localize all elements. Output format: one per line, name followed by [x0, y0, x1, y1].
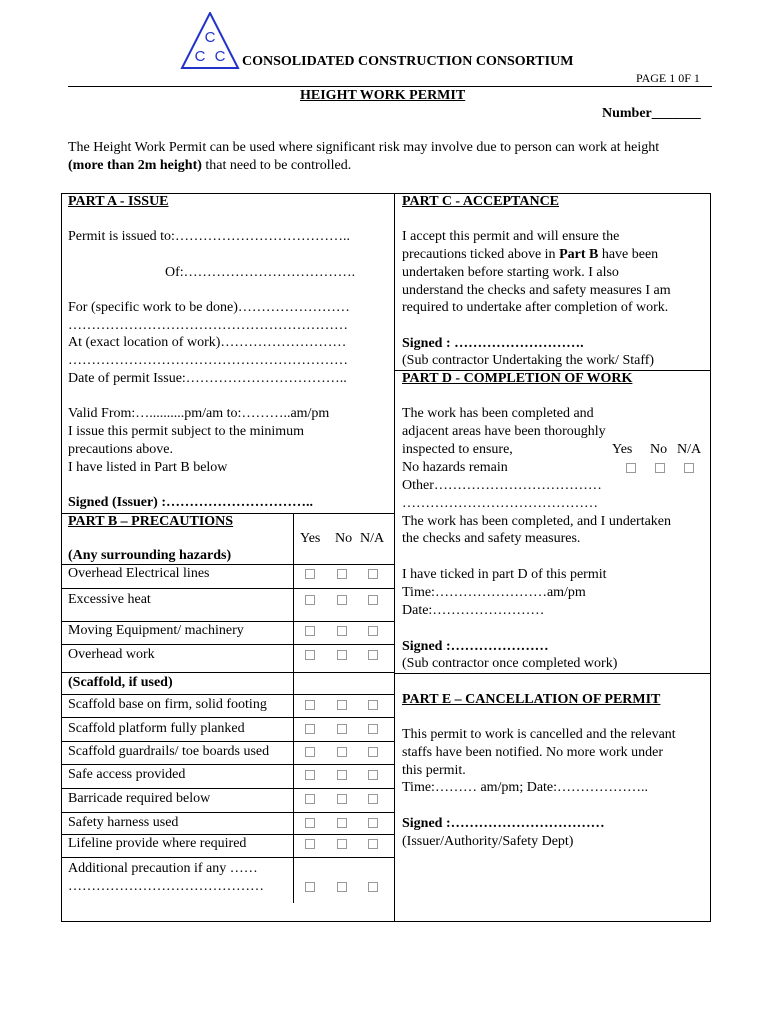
completion-line-4: The work has been completed, and I undertaken — [402, 514, 672, 529]
part-d-col-no: No — [650, 442, 668, 457]
row-rule — [61, 717, 395, 718]
na-checkbox[interactable] — [368, 626, 378, 636]
row-rule — [61, 672, 395, 673]
na-checkbox[interactable] — [368, 700, 378, 710]
no-checkbox[interactable] — [337, 595, 347, 605]
no-checkbox[interactable] — [337, 770, 347, 780]
cancellation-line-3: this permit. — [402, 763, 466, 778]
part-e-top-rule — [394, 673, 711, 674]
part-b-heading: PART B – PRECAUTIONS — [68, 514, 234, 529]
precaution-label: Safe access provided — [68, 767, 186, 782]
no-checkbox[interactable] — [337, 626, 347, 636]
no-checkbox[interactable] — [337, 747, 347, 757]
cancellation-signature: Signed :…………………………… — [402, 816, 605, 831]
valid-from-field: Valid From:…..........pm/am to:………..am/pm — [68, 406, 330, 421]
na-checkbox[interactable] — [368, 794, 378, 804]
row-rule — [61, 764, 395, 765]
na-checkbox[interactable] — [368, 724, 378, 734]
no-checkbox[interactable] — [337, 724, 347, 734]
row-rule — [61, 857, 395, 858]
completion-line-5: the checks and safety measures. — [402, 531, 581, 546]
row-rule — [61, 741, 395, 742]
precaution-label: Barricade required below — [68, 791, 211, 806]
precaution-label: Lifeline provide where required — [68, 836, 247, 851]
issue-subject-line-2: precautions above. — [68, 442, 173, 457]
completion-date-field: Date:…………………… — [402, 603, 545, 618]
cancellation-line-2: staffs have been notified. No more work under — [402, 745, 663, 760]
acceptance-line-4: understand the checks and safety measures I am — [402, 283, 671, 298]
no-checkbox[interactable] — [337, 794, 347, 804]
precaution-label: Moving Equipment/ machinery — [68, 623, 244, 638]
na-checkbox[interactable] — [368, 595, 378, 605]
na-checkbox[interactable] — [684, 463, 694, 473]
precaution-label: Safety harness used — [68, 815, 179, 830]
yes-checkbox[interactable] — [305, 700, 315, 710]
yes-checkbox[interactable] — [305, 569, 315, 579]
page-number: PAGE 1 0F 1 — [636, 71, 700, 85]
part-d-col-na: N/A — [677, 442, 702, 457]
part-d-col-yes: Yes — [612, 442, 633, 457]
company-name: CONSOLIDATED CONSTRUCTION CONSORTIUM — [242, 54, 574, 69]
issue-subject-line-1: I issue this permit subject to the minimum — [68, 424, 305, 439]
cancellation-signer-role: (Issuer/Authority/Safety Dept) — [402, 834, 574, 849]
na-checkbox[interactable] — [368, 818, 378, 828]
yes-checkbox[interactable] — [305, 770, 315, 780]
permit-number: Number_______ — [602, 106, 701, 121]
other-cont: …………………………………… — [402, 496, 598, 511]
issued-to-field: Permit is issued to:……………………………….. — [68, 229, 350, 244]
additional-precaution-label: Additional precaution if any …… — [68, 861, 258, 876]
no-checkbox[interactable] — [337, 569, 347, 579]
part-b-col-yes: Yes — [300, 531, 321, 546]
yes-checkbox[interactable] — [305, 794, 315, 804]
row-rule — [61, 788, 395, 789]
intro-line-2: (more than 2m height) that need to be controlled. — [68, 158, 352, 173]
part-b-col-no: No — [335, 531, 353, 546]
no-checkbox[interactable] — [655, 463, 665, 473]
acceptance-line-3: undertaken before starting work. I also — [402, 265, 619, 280]
row-rule — [61, 812, 395, 813]
completion-line-2: adjacent areas have been thoroughly — [402, 424, 606, 439]
cancellation-time-date: Time:……… am/pm; Date:……………….. — [402, 780, 649, 795]
na-checkbox[interactable] — [368, 770, 378, 780]
na-checkbox[interactable] — [368, 569, 378, 579]
no-checkbox[interactable] — [337, 818, 347, 828]
page-title: HEIGHT WORK PERMIT — [300, 88, 466, 103]
acceptance-signature: Signed : ………………………. — [402, 336, 584, 351]
part-e-heading: PART E – CANCELLATION OF PERMIT — [402, 692, 661, 707]
specific-work-cont: …………………………………………………… — [68, 318, 348, 333]
yes-checkbox[interactable] — [305, 839, 315, 849]
acceptance-line-5: required to undertake after completion of work. — [402, 300, 669, 315]
scaffold-heading: (Scaffold, if used) — [68, 675, 173, 690]
row-rule — [61, 588, 395, 589]
cancellation-line-1: This permit to work is cancelled and the relevant — [402, 727, 676, 742]
completion-time-field: Time:……………………am/pm — [402, 585, 586, 600]
yes-checkbox[interactable] — [305, 626, 315, 636]
company-logo — [180, 12, 240, 70]
location-field: At (exact location of work)……………………… — [68, 335, 347, 350]
specific-work-field: For (specific work to be done)…………………… — [68, 300, 350, 315]
no-hazards-label: No hazards remain — [402, 460, 508, 475]
na-checkbox[interactable] — [368, 650, 378, 660]
na-checkbox[interactable] — [368, 747, 378, 757]
date-issue-field: Date of permit Issue:…………………………….. — [68, 371, 347, 386]
part-a-heading: PART A - ISSUE — [68, 194, 169, 209]
svg-text:C: C — [194, 48, 206, 65]
no-checkbox[interactable] — [337, 650, 347, 660]
additional-precaution-cont: …………………………………… — [68, 879, 264, 894]
completion-line-3: inspected to ensure, — [402, 442, 513, 457]
no-checkbox[interactable] — [337, 700, 347, 710]
yes-checkbox[interactable] — [305, 724, 315, 734]
location-cont: …………………………………………………… — [68, 353, 348, 368]
yes-checkbox[interactable] — [305, 747, 315, 757]
yes-checkbox[interactable] — [305, 595, 315, 605]
no-checkbox[interactable] — [337, 882, 347, 892]
precaution-label: Scaffold guardrails/ toe boards used — [68, 744, 270, 759]
yes-checkbox[interactable] — [305, 882, 315, 892]
completion-signer-role: (Sub contractor once completed work) — [402, 656, 618, 671]
precaution-label: Excessive heat — [68, 592, 151, 607]
intro-line-1: The Height Work Permit can be used where significant risk may involve due to person can work at height — [68, 140, 660, 155]
no-checkbox[interactable] — [337, 839, 347, 849]
acceptance-line-1: I accept this permit and will ensure the — [402, 229, 620, 244]
part-d-heading: PART D - COMPLETION OF WORK — [402, 371, 633, 386]
part-b-col-divider — [293, 513, 294, 903]
issued-of-field: Of:………………………………. — [165, 265, 356, 280]
yes-checkbox[interactable] — [305, 818, 315, 828]
precaution-label: Scaffold platform fully planked — [68, 721, 245, 736]
row-rule — [61, 644, 395, 645]
na-checkbox[interactable] — [368, 839, 378, 849]
acceptance-signer-role: (Sub contractor Undertaking the work/ Staff) — [402, 353, 655, 368]
issuer-signature: Signed (Issuer) :………………………….. — [68, 495, 314, 510]
part-b-col-na: N/A — [360, 531, 385, 546]
precaution-label: Overhead work — [68, 647, 155, 662]
row-rule — [61, 694, 395, 695]
completion-line-1: The work has been completed and — [402, 406, 594, 421]
listed-part-b: I have listed in Part B below — [68, 460, 228, 475]
acceptance-line-2: precautions ticked above in Part B have been — [402, 247, 659, 262]
part-c-heading: PART C - ACCEPTANCE — [402, 194, 560, 209]
completion-signature: Signed :………………… — [402, 639, 549, 654]
yes-checkbox[interactable] — [626, 463, 636, 473]
precaution-label: Scaffold base on firm, solid footing — [68, 697, 267, 712]
surrounding-hazards-heading: (Any surrounding hazards) — [68, 548, 232, 563]
precaution-label: Overhead Electrical lines — [68, 566, 210, 581]
svg-text:C: C — [204, 29, 216, 46]
other-field: Other……………………………… — [402, 478, 602, 493]
svg-text:C: C — [214, 48, 226, 65]
na-checkbox[interactable] — [368, 882, 378, 892]
ticked-part-d: I have ticked in part D of this permit — [402, 567, 607, 582]
yes-checkbox[interactable] — [305, 650, 315, 660]
